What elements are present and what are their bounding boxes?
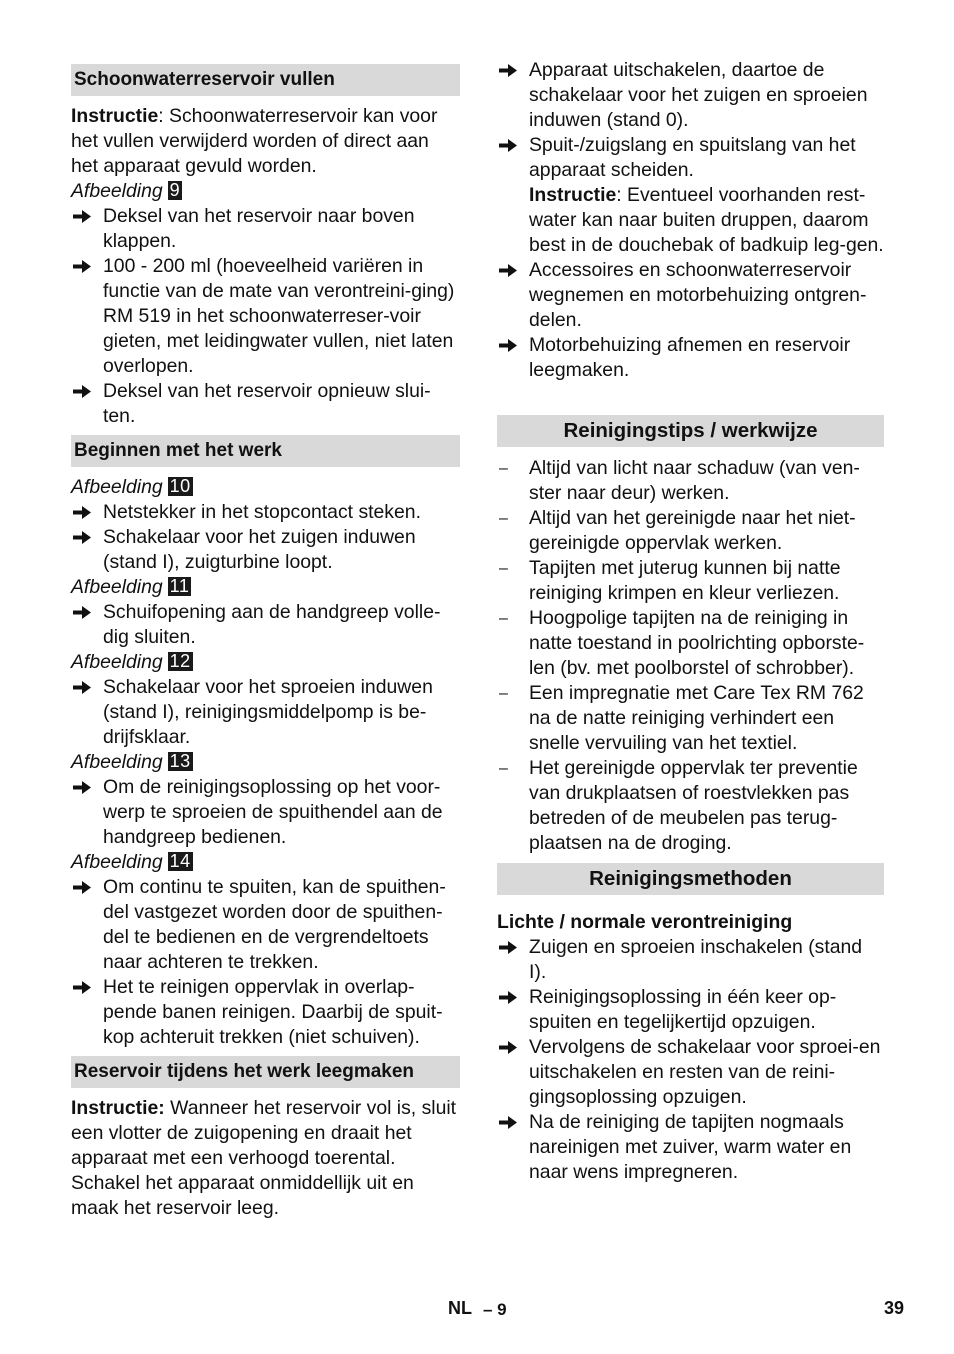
list-item	[71, 875, 460, 975]
list-item-text: Tapijten met juterug kunnen bij natte reiniging krimpen en kleur verliezen.	[529, 557, 841, 604]
figure-number-badge: 11	[169, 576, 190, 596]
arrow-right-icon	[71, 600, 93, 625]
arrow-right-icon	[497, 935, 519, 960]
list-item	[497, 506, 884, 556]
arrow-right-icon	[497, 333, 519, 358]
arrow-right-icon	[71, 775, 93, 800]
figure-number-badge: 12	[169, 651, 191, 671]
list-item	[497, 133, 884, 183]
section-body-continuation	[497, 58, 884, 383]
list-item	[497, 985, 884, 1035]
dash-bullet: –	[499, 610, 508, 627]
list-item	[497, 258, 884, 333]
note-text: : Schoonwaterreservoir kan voor het vullen verwijderd worden of direct aan het apparaat gevuld worden.	[71, 105, 438, 177]
figure-reference	[71, 650, 460, 675]
section-body-reinigingsmethoden	[497, 910, 884, 1185]
list-item	[71, 525, 460, 575]
note-label: Instructie:	[71, 1097, 165, 1119]
note-text: Wanneer het reservoir vol is, sluit een vlotter de zuigopening en draait het apparaat met een verhoogd toerental. Schakel het apparaat onmiddellijk uit en maak het reservoir leeg.	[71, 1097, 457, 1219]
list-item	[71, 204, 460, 254]
list-item	[497, 556, 884, 606]
arrow-right-icon	[71, 975, 93, 1000]
section-body-reservoir-leegmaken	[71, 1096, 460, 1221]
list-item-text: Accessoires en schoonwaterreservoir wegnemen en motorbehuizing ontgren-delen.	[529, 259, 867, 331]
arrow-right-icon	[497, 133, 519, 158]
list-item	[71, 379, 460, 429]
list-item-text: Om de reinigingsoplossing op het voor-werp te sproeien de spuithendel aan de handgreep bedienen.	[103, 776, 443, 848]
list-item-text: Deksel van het reservoir opnieuw slui-ten.	[103, 380, 431, 427]
section-heading-beginnen: Beginnen met het werk	[71, 435, 460, 467]
list-item	[71, 600, 460, 650]
figure-label: Afbeelding	[71, 751, 163, 773]
arrow-right-icon	[71, 675, 93, 700]
figure-label: Afbeelding	[71, 851, 163, 873]
list-item	[497, 935, 884, 985]
arrow-right-icon	[71, 254, 93, 279]
figure-label: Afbeelding	[71, 476, 163, 498]
arrow-right-icon	[71, 500, 93, 525]
list-item-text: Apparaat uitschakelen, daartoe de schakelaar voor het zuigen en sproeien induwen (stand 0).	[529, 59, 868, 131]
list-item-text: Schakelaar voor het sproeien induwen (stand I), reinigingsmiddelpomp is be-drijfsklaar.	[103, 676, 433, 748]
list-item-text: Vervolgens de schakelaar voor sproei-en uitschakelen en resten van de reini-gingsoplossing opzuigen.	[529, 1036, 881, 1108]
figure-label: Afbeelding	[71, 576, 163, 598]
arrow-right-icon	[497, 258, 519, 283]
figure-label: Afbeelding	[71, 651, 163, 673]
section-heading-reinigingsmethoden: Reinigingsmethoden	[497, 863, 884, 895]
arrow-right-icon	[497, 58, 519, 83]
section-body-schoonwaterreservoir	[71, 104, 460, 429]
figure-number-badge: 9	[169, 180, 181, 200]
figure-reference	[71, 475, 460, 500]
dash-bullet: –	[499, 460, 508, 477]
footer-section-page: – 9	[483, 1300, 507, 1319]
section-body-reinigingstips	[497, 456, 884, 856]
subheading: Lichte / normale verontreiniging	[497, 911, 793, 933]
list-item-text: Altijd van licht naar schaduw (van ven-ster naar deur) werken.	[529, 457, 860, 504]
instruction-note	[71, 104, 460, 179]
instruction-note	[497, 183, 884, 258]
dash-bullet: –	[499, 560, 508, 577]
list-item-text: Zuigen en sproeien inschakelen (stand I).	[529, 936, 863, 983]
list-item	[71, 775, 460, 850]
figure-label: Afbeelding	[71, 180, 163, 202]
list-item-text: Schuifopening aan de handgreep volle-dig sluiten.	[103, 601, 441, 648]
dash-bullet: –	[499, 685, 508, 702]
figure-reference	[71, 179, 460, 204]
arrow-right-icon	[497, 985, 519, 1010]
list-item	[71, 675, 460, 750]
list-item	[497, 456, 884, 506]
section-heading-reinigingstips: Reinigingstips / werkwijze	[497, 415, 884, 447]
list-item	[497, 756, 884, 856]
list-item	[71, 500, 460, 525]
page-number: 39	[884, 1298, 905, 1318]
arrow-right-icon	[71, 379, 93, 404]
list-item	[71, 975, 460, 1050]
list-item	[71, 254, 460, 379]
figure-number-badge: 13	[169, 751, 191, 771]
list-item-text: Spuit-/zuigslang en spuitslang van het apparaat scheiden.	[529, 134, 856, 181]
list-item	[497, 1035, 884, 1110]
list-item	[497, 1110, 884, 1185]
list-item	[497, 681, 884, 756]
arrow-right-icon	[497, 1035, 519, 1060]
list-item-text: Altijd van het gereinigde naar het niet-gereinigde oppervlak werken.	[529, 507, 856, 554]
figure-reference	[71, 575, 460, 600]
dash-bullet: –	[499, 760, 508, 777]
list-item-text: Reinigingsoplossing in één keer op-spuiten en tegelijkertijd opzuigen.	[529, 986, 837, 1033]
section-heading-reservoir-leegmaken: Reservoir tijdens het werk leegmaken	[71, 1056, 460, 1088]
section-heading-schoonwaterreservoir: Schoonwaterreservoir vullen	[71, 64, 460, 96]
note-label: Instructie	[71, 105, 159, 127]
figure-number-badge: 14	[169, 851, 191, 871]
figure-reference	[71, 750, 460, 775]
arrow-right-icon	[71, 875, 93, 900]
section-body-beginnen	[71, 475, 460, 1050]
list-item	[497, 333, 884, 383]
instruction-note	[71, 1096, 460, 1221]
list-item-text: Schakelaar voor het zuigen induwen (stand I), zuigturbine loopt.	[103, 526, 416, 573]
list-item-text: Deksel van het reservoir naar boven klappen.	[103, 205, 415, 252]
list-item-text: Motorbehuizing afnemen en reservoir leegmaken.	[529, 334, 851, 381]
arrow-right-icon	[71, 204, 93, 229]
arrow-right-icon	[71, 525, 93, 550]
list-item-text: Om continu te spuiten, kan de spuithen-del vastgezet worden door de spuithen-del te bedienen en de vergrendeltoets naar achteren te trekken.	[103, 876, 446, 973]
list-item-text: Een impregnatie met Care Tex RM 762 na de natte reiniging verhindert een snelle vervuiling van het textiel.	[529, 682, 864, 754]
list-item-text: Het gereinigde oppervlak ter preventie van drukplaatsen of roestvlekken pas betreden of de meubelen pas terug-plaatsen na de droging.	[529, 757, 858, 854]
dash-bullet: –	[499, 510, 508, 527]
list-item-text: Na de reiniging de tapijten nogmaals nareinigen met zuiver, warm water en naar wens impregneren.	[529, 1111, 852, 1183]
figure-reference	[71, 850, 460, 875]
list-item-text: 100 - 200 ml (hoeveelheid variëren in functie van de mate van verontreini-ging) RM 519 in het schoonwaterreser-voir gieten, met leidingwater vullen, niet laten overlopen.	[103, 255, 455, 377]
note-label: Instructie	[529, 184, 617, 206]
note-text: : Eventueel voorhanden rest-water kan naar buiten druppen, daarom best in de douchebak of badkuip leg-gen.	[529, 184, 884, 256]
list-item-text: Hoogpolige tapijten na de reiniging in natte toestand in poolrichting opborste-len (bv. met poolborstel of schrobber).	[529, 607, 865, 679]
arrow-right-icon	[497, 1110, 519, 1135]
list-item	[497, 606, 884, 681]
list-item-text: Netstekker in het stopcontact steken.	[103, 501, 421, 523]
figure-number-badge: 10	[169, 476, 191, 496]
list-item	[497, 58, 884, 133]
footer-language: NL	[448, 1298, 472, 1318]
list-item-text: Het te reinigen oppervlak in overlap-pende banen reinigen. Daarbij de spuit-kop achteruit trekken (niet schuiven).	[103, 976, 443, 1048]
